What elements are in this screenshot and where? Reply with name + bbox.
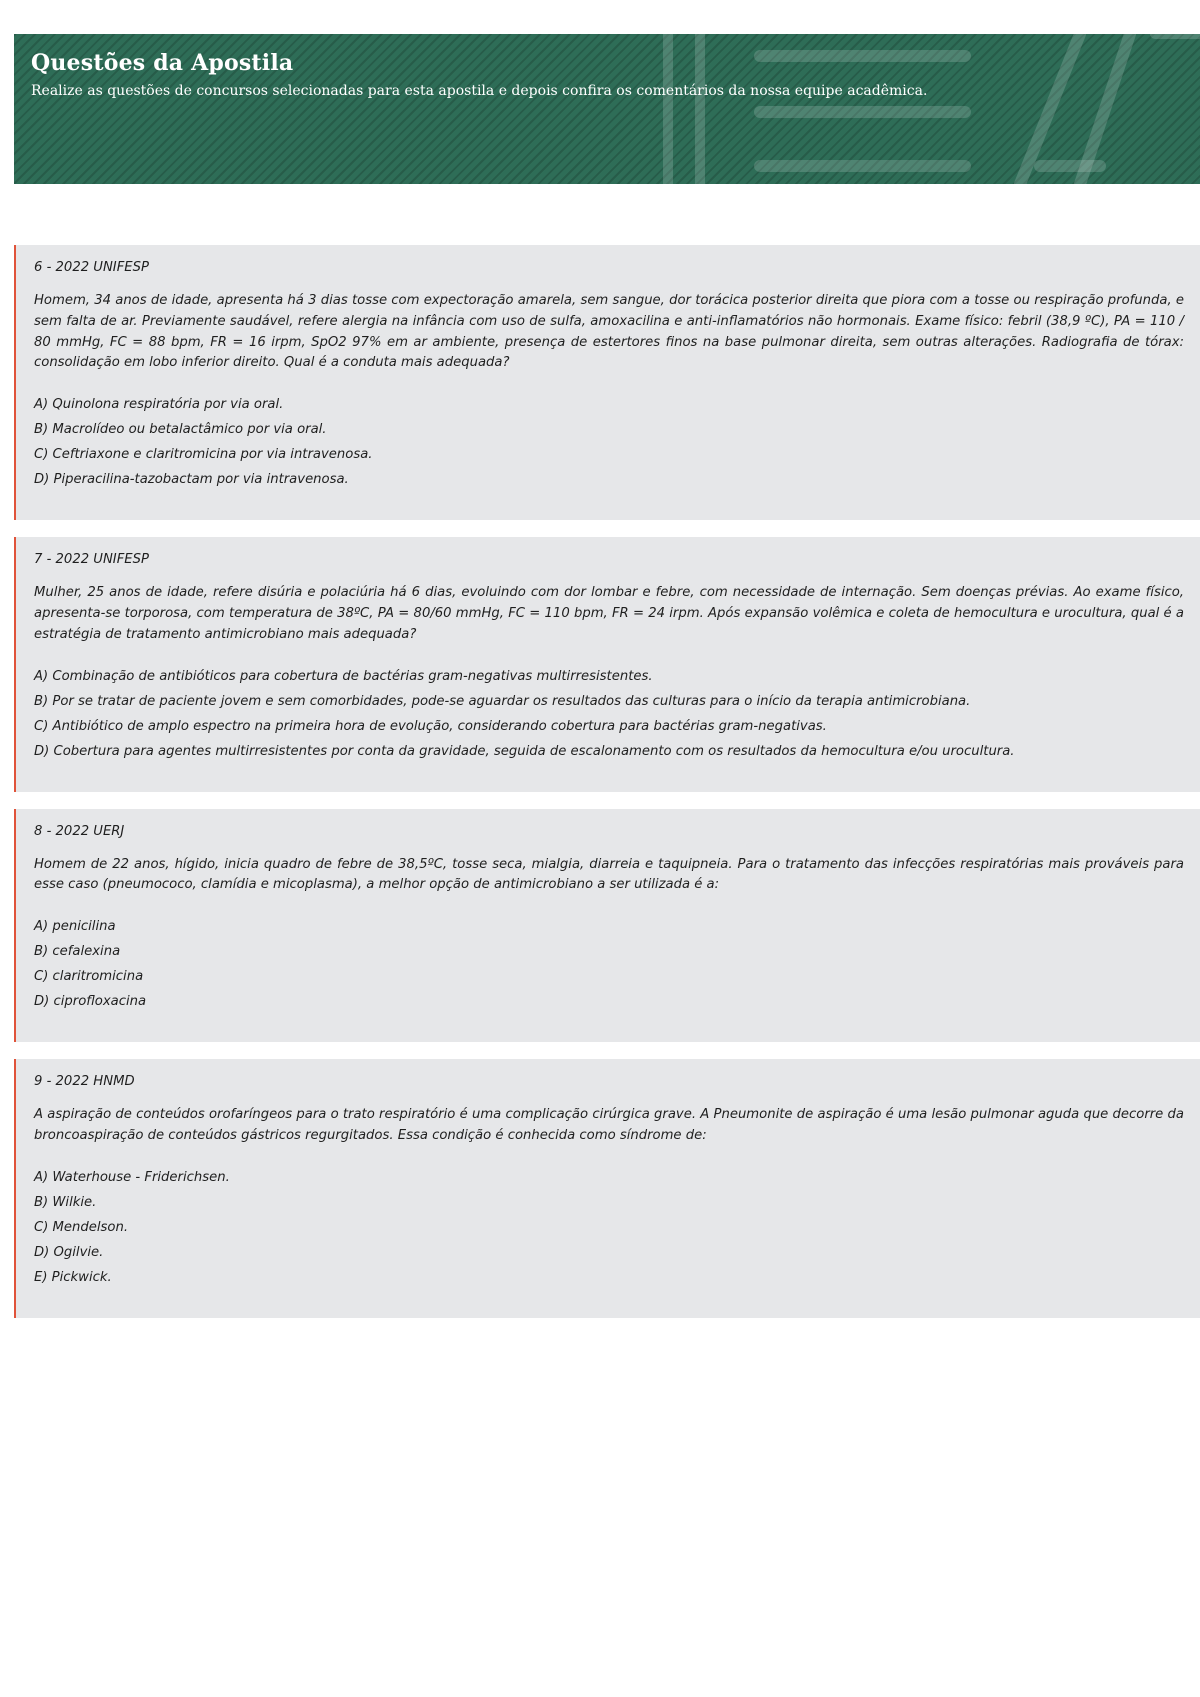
question-options xyxy=(34,396,1184,488)
question-option: C) Ceftriaxone e claritromicina por via intravenosa. xyxy=(34,447,373,463)
question-card xyxy=(14,245,1200,520)
header-banner xyxy=(14,34,1200,184)
page-title: Questões da Apostila xyxy=(31,50,294,76)
question-option: C) Mendelson. xyxy=(34,1219,129,1235)
question-header: 8 - 2022 UERJ xyxy=(34,823,125,839)
question-options xyxy=(34,918,1184,1010)
question-option: B) Wilkie. xyxy=(34,1194,97,1210)
question-card xyxy=(14,537,1200,791)
question-header: 6 - 2022 UNIFESP xyxy=(34,260,149,275)
banner-decoration xyxy=(660,34,1200,184)
question-option: E) Pickwick. xyxy=(34,1269,112,1285)
question-option: A) Combinação de antibióticos para cobertura de bactérias gram-negativas multirresistentes. xyxy=(34,668,653,684)
page-subtitle: Realize as questões de concursos selecionadas para esta apostila e depois confira os comentários da nossa equipe acadêmica. xyxy=(31,83,928,99)
question-options xyxy=(34,1169,1184,1286)
question-text: Homem, 34 anos de idade, apresenta há 3 dias tosse com expectoração amarela, sem sangue, dor torácica posterior direita que piora com a tosse ou respiração profunda, e sem falta de ar. Previamente saudável, refere alergia na infância com uso de sulfa, amoxacilina e anti-inflamatórios não hormonais. Exame físico: febril (38,9 ºC), PA = 110 / 80 mmHg, FC = 88 bpm, FR = 16 irpm, SpO2 97% em ar ambiente, presença de estertores finos na base pulmonar direita, sem outras alterações. Radiografia de tórax: consolidação em lobo inferior direito. Qual é a conduta mais adequada? xyxy=(34,293,1184,371)
questions-list xyxy=(14,245,1200,1335)
question-text: Mulher, 25 anos de idade, refere disúria e polaciúria há 6 dias, evoluindo com dor lombar e febre, com necessidade de internação. Sem doenças prévias. Ao exame físico, apresenta-se torporosa, com temperatura de 38ºC, PA = 80/60 mmHg, FC = 110 bpm, FR = 24 irpm. Após expansão volêmica e coleta de hemocultura e urocultura, qual é a estratégia de tratamento antimicrobiano mais adequada? xyxy=(34,585,1184,642)
question-option: D) ciprofloxacina xyxy=(34,994,147,1010)
question-option: B) cefalexina xyxy=(34,944,121,960)
question-option: A) Waterhouse - Friderichsen. xyxy=(34,1169,230,1185)
question-option: A) penicilina xyxy=(34,919,116,935)
question-option: B) Por se tratar de paciente jovem e sem comorbidades, pode-se aguardar os resultados das culturas para o início da terapia antimicrobiana. xyxy=(34,693,971,709)
question-card xyxy=(14,1059,1200,1318)
question-options xyxy=(34,668,1184,760)
question-option: C) Antibiótico de amplo espectro na primeira hora de evolução, considerando cobertura para bactérias gram-negativas. xyxy=(34,718,827,734)
question-option: C) claritromicina xyxy=(34,969,144,985)
question-card xyxy=(14,809,1200,1043)
question-option: D) Ogilvie. xyxy=(34,1244,104,1260)
question-text: Homem de 22 anos, hígido, inicia quadro de febre de 38,5ºC, tosse seca, mialgia, diarreia e taquipneia. Para o tratamento das infecções respiratórias mais prováveis para esse caso (pneumococo, clamídia e micoplasma), a melhor opção de antimicrobiano a ser utilizada é a: xyxy=(34,856,1184,893)
question-option: B) Macrolídeo ou betalactâmico por via oral. xyxy=(34,422,327,438)
question-text: A aspiração de conteúdos orofaríngeos para o trato respiratório é uma complicação cirúrgica grave. A Pneumonite de aspiração é uma lesão pulmonar aguda que decorre da broncoaspiração de conteúdos gástricos regurgitados. Essa condição é conhecida como síndrome de: xyxy=(34,1107,1184,1143)
question-option: D) Cobertura para agentes multirresistentes por conta da gravidade, seguida de escalonamento com os resultados da hemocultura e/ou urocultura. xyxy=(34,743,1015,759)
question-option: A) Quinolona respiratória por via oral. xyxy=(34,397,284,413)
question-header: 9 - 2022 HNMD xyxy=(34,1074,135,1090)
question-header: 7 - 2022 UNIFESP xyxy=(34,552,149,568)
question-option: D) Piperacilina-tazobactam por via intravenosa. xyxy=(34,472,349,488)
